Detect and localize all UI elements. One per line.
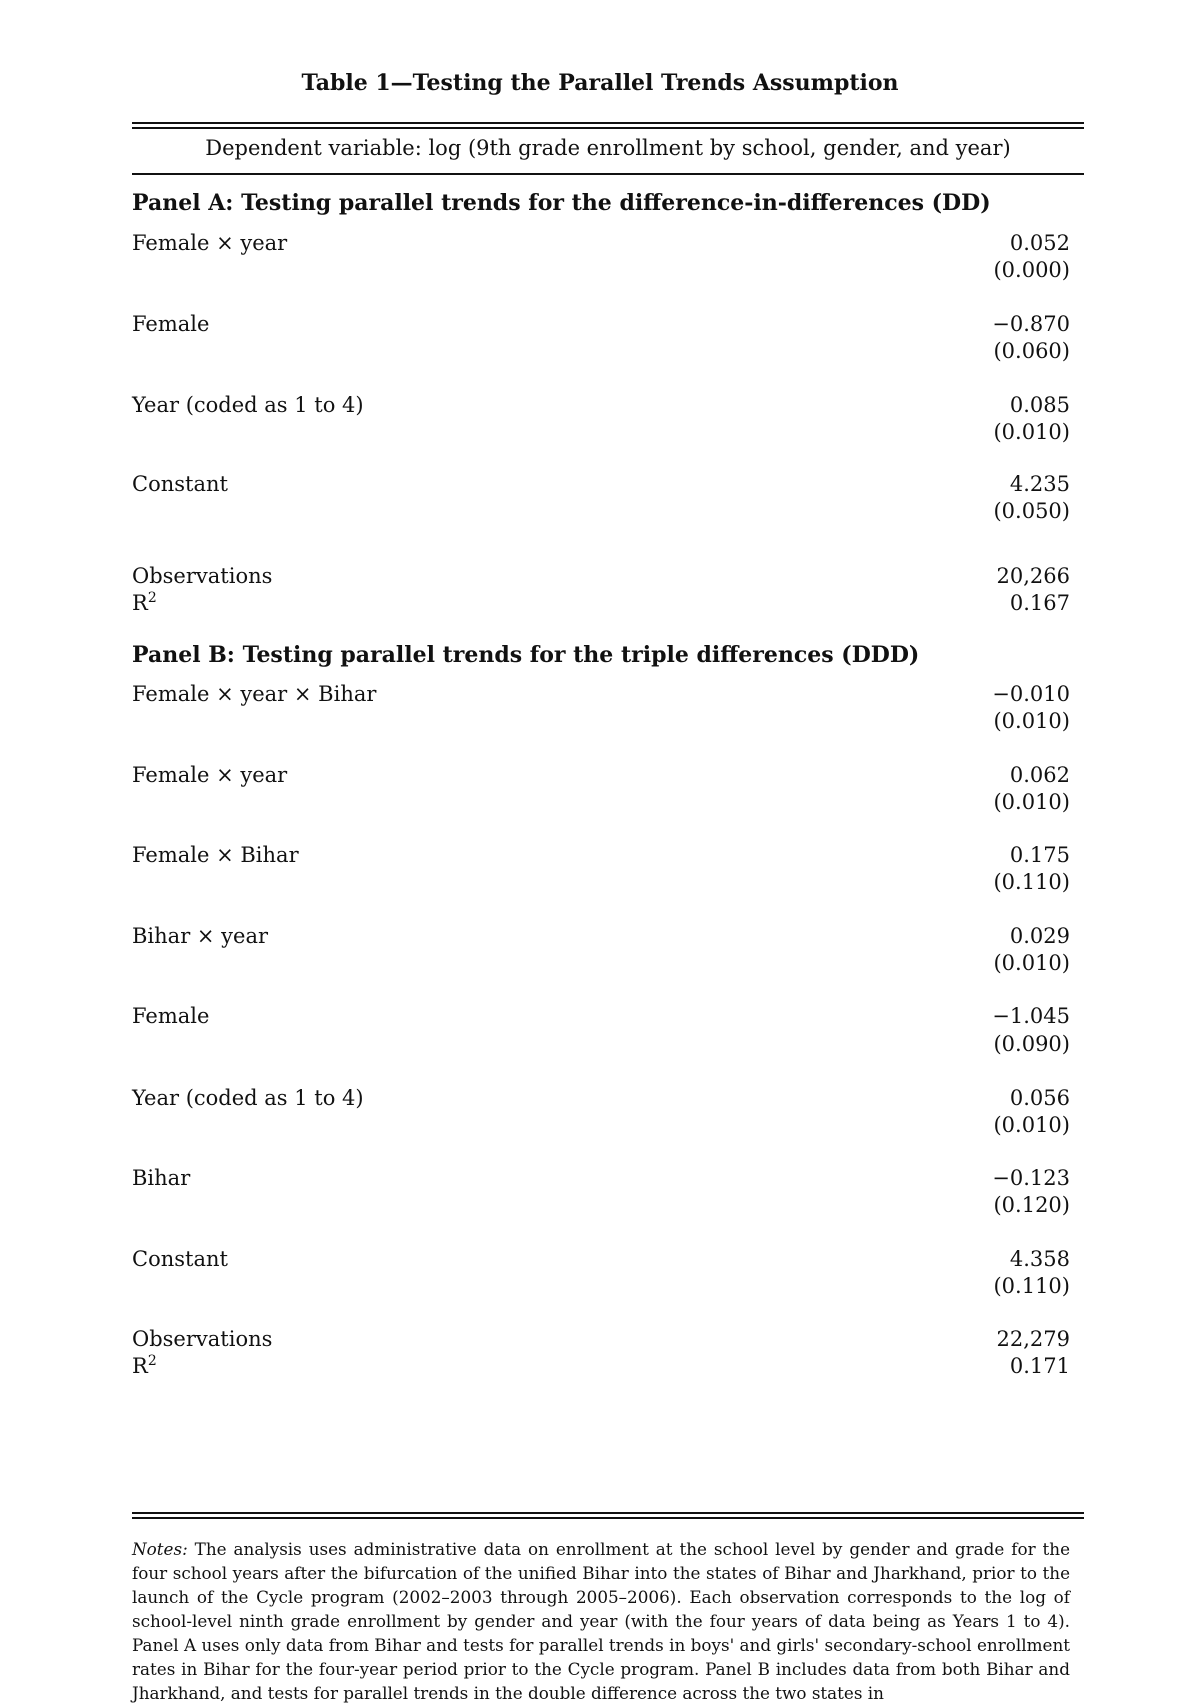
panel-a-row-se: (0.060) (993, 339, 1070, 363)
panel-a-row-coef: 4.235 (1009, 472, 1070, 496)
panel-a-r2: 0.167 (1009, 591, 1070, 615)
panel-a-row-label: Female × year (132, 231, 288, 255)
panel-a-row-se: (0.010) (993, 420, 1070, 444)
panel-b-row-se: (0.110) (993, 1274, 1070, 1298)
panel-b-r2: 0.171 (1009, 1354, 1070, 1378)
r2-letter: R (132, 591, 148, 615)
panel-a-row-coef: 0.052 (1009, 231, 1070, 255)
panel-b-row-se: (0.090) (993, 1032, 1070, 1056)
panel-a-observations-label: Observations (132, 564, 273, 588)
panel-b-row-coef: 0.056 (1009, 1086, 1070, 1110)
panel-a-row-coef: 0.085 (1009, 393, 1070, 417)
panel-b-row-coef: 4.358 (1009, 1247, 1070, 1271)
panel-b-row-coef: 0.029 (1009, 924, 1070, 948)
panel-b-row-coef: 0.062 (1009, 763, 1070, 787)
notes-lead: Notes: (132, 1539, 188, 1559)
notes-text: The analysis uses administrative data on enrollment at the school level by gender and grade for the four school years after the bifurcation of the unified Bihar into the states of Bihar and Jharkhand, prior to the launch of the Cycle program (2002–2003 through 2005–2006). Each observation corresponds to the log of school-level ninth grade enrollment by gender and year (with the four years of data being as Years 1 to 4). Panel A uses only data from Bihar and tests for parallel trends in boys' and girls' secondary-school enrollment rates in Bihar for the four-year period prior to the Cycle program. Panel B includes data from both Bihar and Jharkhand, and tests for parallel trends in the double difference across the two states in (132, 1539, 1071, 1703)
panel-b-row-coef: −0.123 (992, 1166, 1070, 1190)
panel-a-observations: 20,266 (996, 564, 1070, 588)
top-rule-second (132, 127, 1084, 129)
panel-a-r2-label (132, 591, 157, 615)
panel-b-row-label: Female × year (132, 763, 288, 787)
panel-b-row-label: Female (132, 1004, 210, 1028)
panel-b-observations-label: Observations (132, 1327, 273, 1351)
panel-b-row-coef: −1.045 (992, 1004, 1070, 1028)
panel-b-row-se: (0.010) (993, 709, 1070, 733)
panel-a-row-label: Year (coded as 1 to 4) (132, 393, 364, 417)
panel-b-row-se: (0.010) (993, 790, 1070, 814)
panel-a-row-se: (0.000) (993, 258, 1070, 282)
panel-b-row-coef: −0.010 (992, 682, 1070, 706)
panel-b-observations: 22,279 (996, 1327, 1070, 1351)
panel-b-row-coef: 0.175 (1009, 843, 1070, 867)
panel-b-row-label: Bihar (132, 1166, 191, 1190)
panel-b-row-se: (0.010) (993, 1113, 1070, 1137)
panel-b-row-se: (0.110) (993, 870, 1070, 894)
panel-a-row-label: Female (132, 312, 210, 336)
bottom-rule (132, 1512, 1084, 1514)
dependent-variable-header: Dependent variable: log (9th grade enrollment by school, gender, and year) (205, 136, 1011, 160)
panel-b-row-label: Female × Bihar (132, 843, 299, 867)
r2-letter: R (132, 1354, 148, 1378)
bottom-rule-second (132, 1517, 1084, 1519)
panel-b-row-label: Year (coded as 1 to 4) (132, 1086, 364, 1110)
r2-superscript: 2 (147, 590, 157, 606)
panel-b-heading: Panel B: Testing parallel trends for the triple differences (DDD) (132, 642, 920, 668)
top-rule (132, 122, 1084, 124)
header-rule (132, 173, 1084, 175)
panel-b-row-label: Bihar × year (132, 924, 269, 948)
panel-b-row-label: Female × year × Bihar (132, 682, 377, 706)
panel-a-heading: Panel A: Testing parallel trends for the difference-in-differences (DD) (132, 190, 991, 216)
table-title: Table 1—Testing the Parallel Trends Assumption (301, 70, 899, 96)
panel-b-row-se: (0.120) (993, 1193, 1070, 1217)
table-notes (132, 1537, 1070, 1705)
panel-a-row-se: (0.050) (993, 499, 1070, 523)
r2-superscript: 2 (147, 1353, 157, 1369)
panel-a-row-coef: −0.870 (992, 312, 1070, 336)
panel-a-row-label: Constant (132, 472, 228, 496)
panel-b-r2-label (132, 1354, 157, 1378)
panel-b-row-se: (0.010) (993, 951, 1070, 975)
panel-b-row-label: Constant (132, 1247, 228, 1271)
